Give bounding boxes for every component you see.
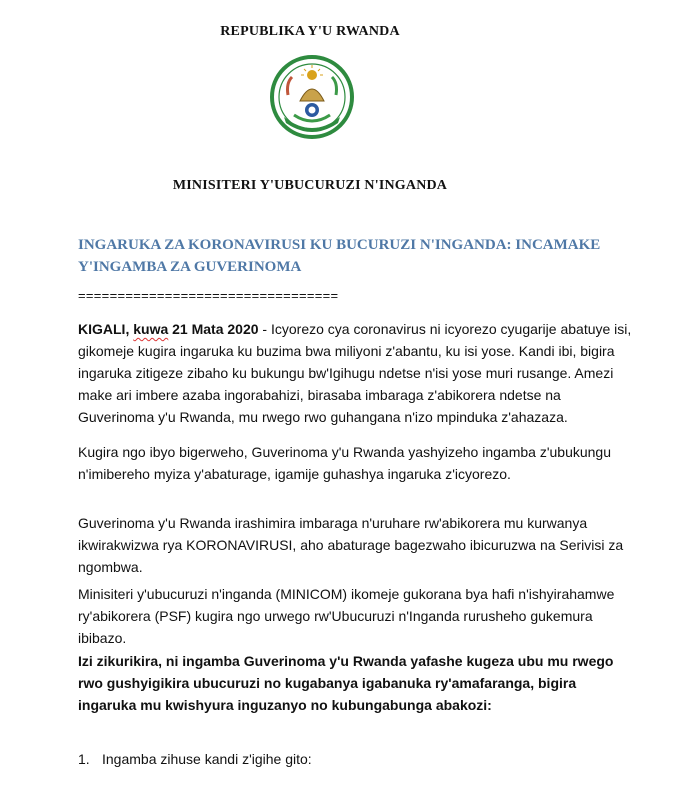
intro-text: Icyorezo cya coronavirus ni icyorezo cyugarije abatuye isi, gikomeje kugira ingaruka ku buzima bwa miliyoni z'abantu, ku isi yose. Kandi ibi, bigira ingaruka zitigeze zibaho ku bukungu bw'Igihugu ndetse n'isi yose muri rusange. Amezi make ari imbere azaba ingorabahizi, birasaba imbaraga z'abikorera ndetse na Guverinoma y'u Rwanda, mu rwego rwo guhangana n'izo mpinduka z'ahazaza. (78, 321, 632, 425)
measures-list (78, 748, 638, 770)
dateline-date: 21 Mata 2020 (172, 321, 259, 337)
republic-heading: REPUBLIKA Y'U RWANDA (220, 24, 400, 39)
dateline-kuwa: kuwa (133, 321, 169, 337)
paragraph-measures: Kugira ngo ibyo bigerweho, Guverinoma y'u Rwanda yashyizeho ingamba z'ubukungu n'imibereho myiza y'abaturage, igamije guhashya ingaruka z'icyorezo. (78, 444, 612, 482)
rwanda-seal-icon (270, 55, 354, 139)
separator-line: ================================= (78, 288, 339, 303)
paragraph-minicom: Minisiteri y'ubucuruzi n'inganda (MINICOM) ikomeje gukorana bya hafi n'ishyirahamwe ry'abikorera (PSF) kugira ngo urwego rw'Ubucuruzi n'Inganda rurusheho gukemura ibibazo. (78, 586, 615, 646)
list-item-number: 1. (78, 751, 90, 767)
document-title (78, 234, 638, 278)
paragraph-summary: Izi zikurikira, ni ingamba Guverinoma y'u Rwanda yafashe kugeza ubu mu rwego rwo gushyigikira ubucuruzi no kugabanya igabanuka ry'amafaranga, bigira ingaruka mu kwishyura inguzanyo no kubungabunga abakozi: (78, 653, 614, 713)
list-item (78, 748, 638, 770)
ministry-heading: MINISITERI Y'UBUCURUZI N'INGANDA (172, 178, 448, 193)
dateline-city: KIGALI, (78, 321, 130, 337)
paragraph-thanks: Guverinoma y'u Rwanda irashimira imbaraga n'uruhare rw'abikorera mu kurwanya ikwirakwizwa rya KORONAVIRUSI, aho abaturage bagezwaho ibicuruzwa na Serivisi za ngombwa. (78, 515, 624, 575)
dateline-dash: - (258, 321, 271, 337)
list-item-text: Ingamba zihuse kandi z'igihe gito: (102, 751, 312, 767)
title-line-2: Y'INGAMBA ZA GUVERINOMA (78, 259, 302, 275)
paragraph-intro (78, 318, 638, 428)
title-line-1: INGARUKA ZA KORONAVIRUSI KU BUCURUZI N'INGANDA: INCAMAKE (78, 237, 601, 253)
